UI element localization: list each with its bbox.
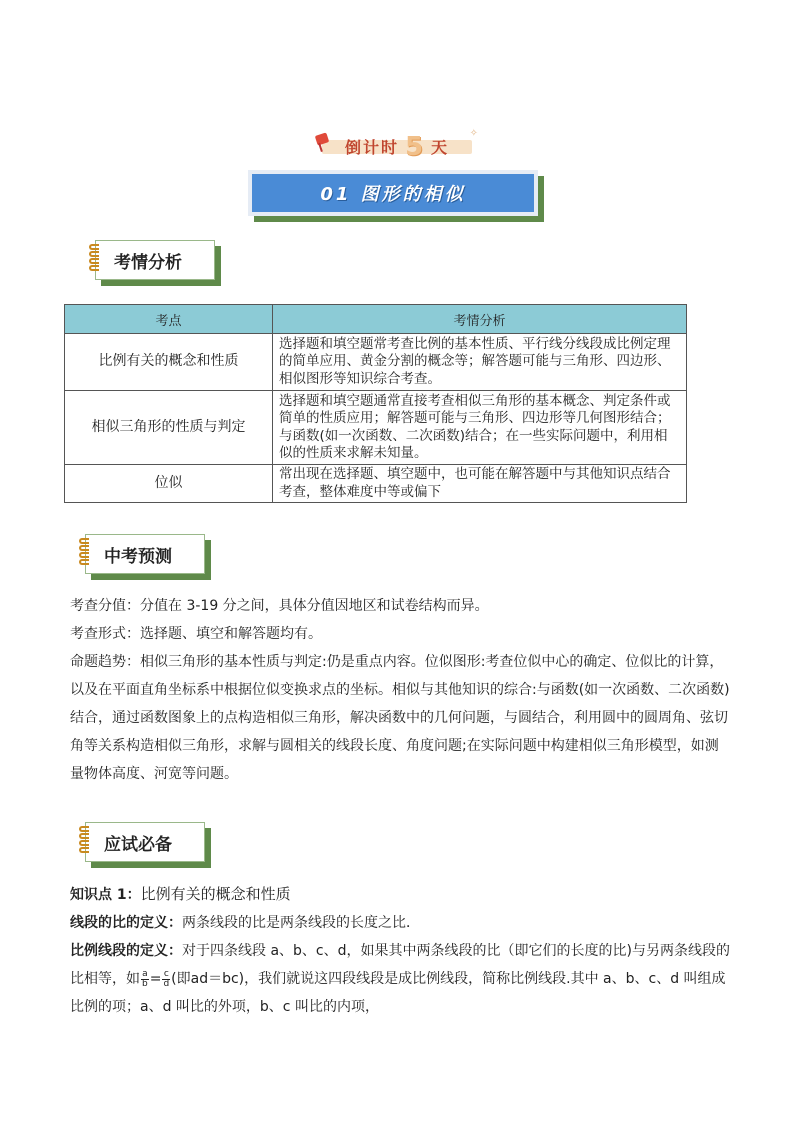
def2-text-b: (即ad＝bc)，我们就说这四段线段是成比例线段，简称比例线段.其中 a、b、c、d 叫组成比例的项；a、d 叫比的外项，b、c 叫比的内项， (70, 971, 726, 1015)
forecast-form: 考查形式：选择题、填空和解答题均有。 (70, 626, 322, 642)
table-row (65, 391, 687, 465)
table-header-point: 考点 (65, 305, 273, 334)
def1-text: 两条线段的比是两条线段的长度之比． (182, 915, 420, 931)
forecast-score: 考查分值：分值在 3-19 分之间，具体分值因地区和试卷结构而异。 (70, 598, 489, 614)
knowledge-block (70, 880, 730, 1021)
def2-text-a: 对于四条线段 a、b、c、d，如果其中两条线段的比（即它们的长度的比)与另两条线段的比相等，如 (70, 943, 730, 987)
spiral-binding-icon (89, 244, 101, 276)
forecast-trend: 命题趋势：相似三角形的基本性质与判定:仍是重点内容。位似图形:考查位似中心的确定、位似比的计算，以及在平面直角坐标系中根据位似变换求点的坐标。相似与其他知识的综合:与函数(如一次函数、二次函数)结合，通过函数图象上的点构造相似三角形，解决函数中的几何问题，与圆结合，利用圆中的圆周角、弦切角等关系构造相似三角形，求解与圆相关的线段长度、角度问题;在实际问题中构建相似三角形模型，如测量物体高度、河宽等问题。 (70, 654, 730, 782)
sparkle-icon: ✧ (469, 128, 478, 139)
table-cell-analysis: 选择题和填空题常考查比例的基本性质、平行线分线段成比例定理的简单应用、黄金分割的概念等；解答题可能与三角形、四边形、相似图形等知识综合考查。 (273, 334, 687, 391)
definition-proportion (70, 937, 730, 1021)
table-cell-point: 相似三角形的性质与判定 (65, 391, 273, 465)
kp1-label: 知识点 1： (70, 887, 141, 903)
section-header-prep (85, 822, 205, 862)
table-row (65, 334, 687, 391)
equals-sign: = (149, 971, 162, 987)
section-header-analysis (95, 240, 215, 280)
fraction-a-b: $\frac{a}{b}$ (142, 968, 148, 989)
def1-label: 线段的比的定义： (70, 915, 182, 931)
spiral-binding-icon (79, 826, 91, 858)
table-header-analysis: 考情分析 (273, 305, 687, 334)
countdown-suffix: 天 (431, 138, 450, 157)
knowledge-point-1 (70, 880, 730, 909)
spiral-binding-icon (79, 538, 91, 570)
section-title-prep: 应试必备 (104, 834, 172, 855)
def2-label: 比例线段的定义： (70, 943, 182, 959)
countdown-text (312, 130, 482, 160)
kp1-title: 比例有关的概念和性质 (140, 885, 291, 903)
table-cell-analysis: 常出现在选择题、填空题中，也可能在解答题中与其他知识点结合考查，整体难度中等或偏下 (273, 465, 687, 503)
definition-ratio (70, 909, 730, 937)
table-cell-point: 位似 (65, 465, 273, 503)
title-box (248, 170, 544, 222)
table-cell-analysis: 选择题和填空题通常直接考查相似三角形的基本概念、判定条件或简单的性质应用；解答题可能与三角形、四边形等几何图形结合；与函数(如一次函数、二次函数)结合；在一些实际问题中，利用相似的性质来求解未知量。 (273, 391, 687, 465)
page-title: 01 图形的相似 (320, 184, 466, 205)
fraction-c-d: $\frac{c}{d}$ (163, 968, 170, 989)
countdown-banner (312, 128, 482, 162)
countdown-number: 5 (404, 132, 426, 162)
section-title-forecast: 中考预测 (104, 546, 172, 567)
table-row (65, 465, 687, 503)
table-header-row (65, 305, 687, 334)
section-header-forecast (85, 534, 205, 574)
section-title-analysis: 考情分析 (114, 252, 182, 273)
countdown-prefix: 倒计时 (344, 138, 399, 157)
forecast-block (70, 592, 730, 788)
analysis-table (64, 304, 687, 503)
table-cell-point: 比例有关的概念和性质 (65, 334, 273, 391)
